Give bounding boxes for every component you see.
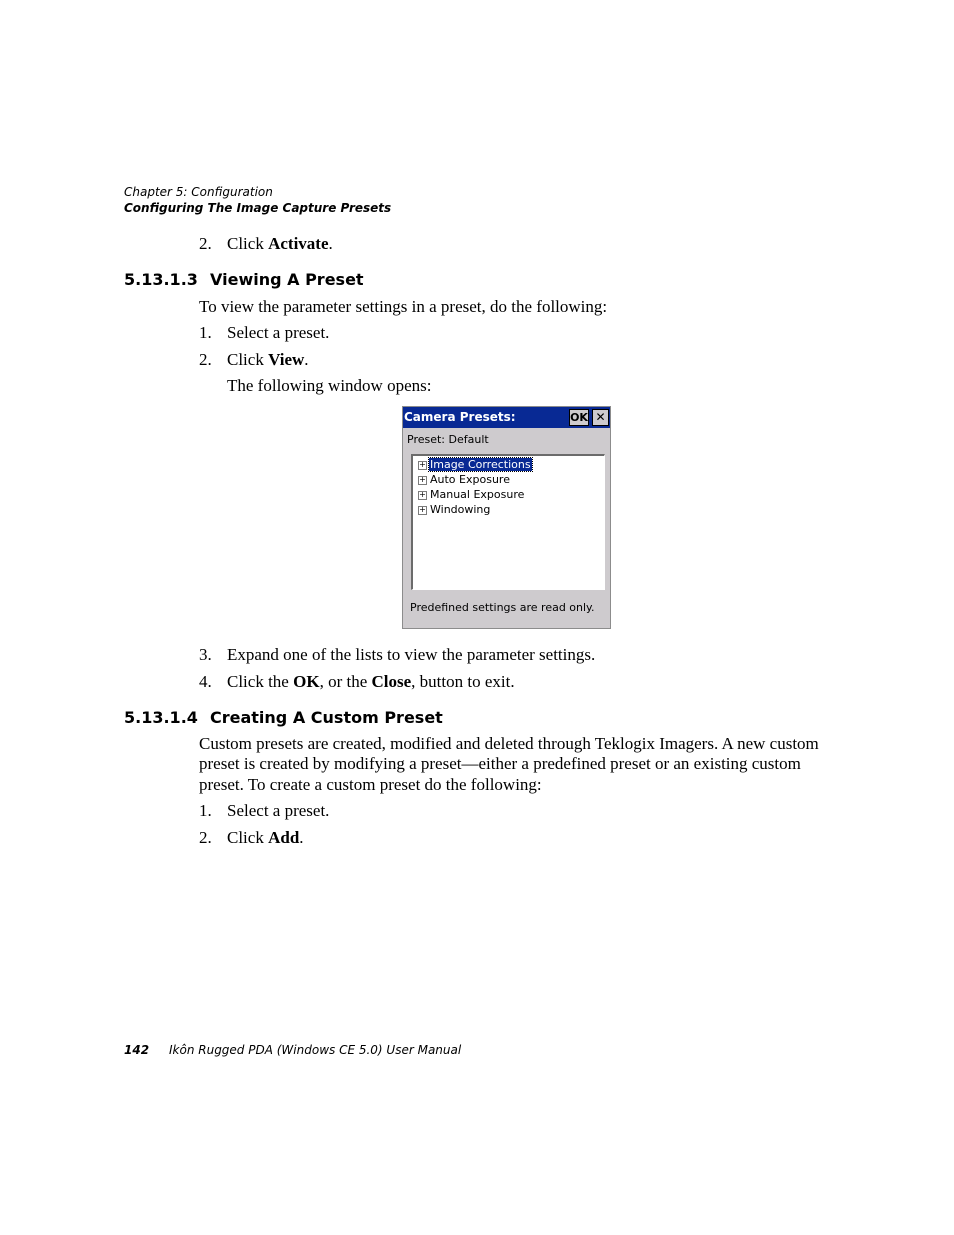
step-text: Expand one of the lists to view the parameter settings. [227,645,596,664]
settings-tree[interactable] [411,454,605,590]
step-click-add [0,828,954,848]
creating-para-line-3: preset. To create a custom preset do the following: [199,775,542,794]
section-number: 5.13.1.4 [124,708,198,727]
section-heading-viewing [124,270,364,289]
tree-item-manual-exposure[interactable] [418,488,525,503]
step-select-preset [0,323,954,343]
step-number: 1. [199,323,212,342]
tree-item-auto-exposure[interactable] [418,473,511,488]
preset-label: Preset: Default [407,433,489,446]
step-select-preset-2 [0,801,954,821]
camera-presets-dialog [402,406,611,629]
manual-title: Ikôn Rugged PDA (Windows CE 5.0) User Manual [169,1043,462,1057]
section-heading-creating [124,708,443,727]
creating-para-line-1: Custom presets are created, modified and deleted through Teklogix Imagers. A new custom [199,734,819,753]
tree-item-label: Manual Exposure [430,488,525,501]
expand-plus-icon[interactable]: + [419,474,426,484]
step-number: 1. [199,801,212,820]
running-header-section: Configuring The Image Capture Presets [124,201,392,215]
tree-item-image-corrections[interactable] [418,458,532,473]
step-number: 2. [199,828,212,847]
step-number: 2. [199,350,212,369]
step-text: Click Add. [227,828,304,847]
close-icon: ✕ [595,410,606,424]
dialog-titlebar [403,407,610,428]
expand-plus-icon[interactable]: + [419,504,426,514]
read-only-note: Predefined settings are read only. [410,601,595,614]
expand-plus-icon[interactable]: + [419,459,426,469]
step-text: Click Activate. [227,234,333,253]
step-activate [0,234,954,254]
creating-para-line-2: preset is created by modifying a preset—either a predefined preset or an existing custom [199,754,801,773]
ok-button[interactable]: OK [570,411,588,424]
step-click-ok-close [0,672,954,692]
step-text: Select a preset. [227,323,330,342]
running-header-chapter: Chapter 5: Configuration [124,185,273,199]
step-number: 2. [199,234,212,253]
step-number: 3. [199,645,212,664]
window-opens-note: The following window opens: [227,376,432,395]
tree-item-windowing[interactable] [418,503,491,518]
section-title: Creating A Custom Preset [210,708,443,727]
step-text: Click View. [227,350,309,369]
step-text: Select a preset. [227,801,330,820]
viewing-intro: To view the parameter settings in a preset, do the following: [199,297,608,316]
dialog-title: Camera Presets: [404,410,516,424]
section-number: 5.13.1.3 [124,270,198,289]
tree-item-label: Auto Exposure [430,473,510,486]
tree-item-label: Image Corrections [430,458,531,471]
step-expand-lists [0,645,954,665]
step-number: 4. [199,672,212,691]
page-number: 142 [124,1043,150,1057]
expand-plus-icon[interactable]: + [419,489,426,499]
close-button[interactable] [592,409,609,426]
tree-item-label: Windowing [430,503,491,516]
step-click-view [0,350,954,370]
step-text: Click the OK, or the Close, button to exit. [227,672,515,691]
section-title: Viewing A Preset [210,270,364,289]
